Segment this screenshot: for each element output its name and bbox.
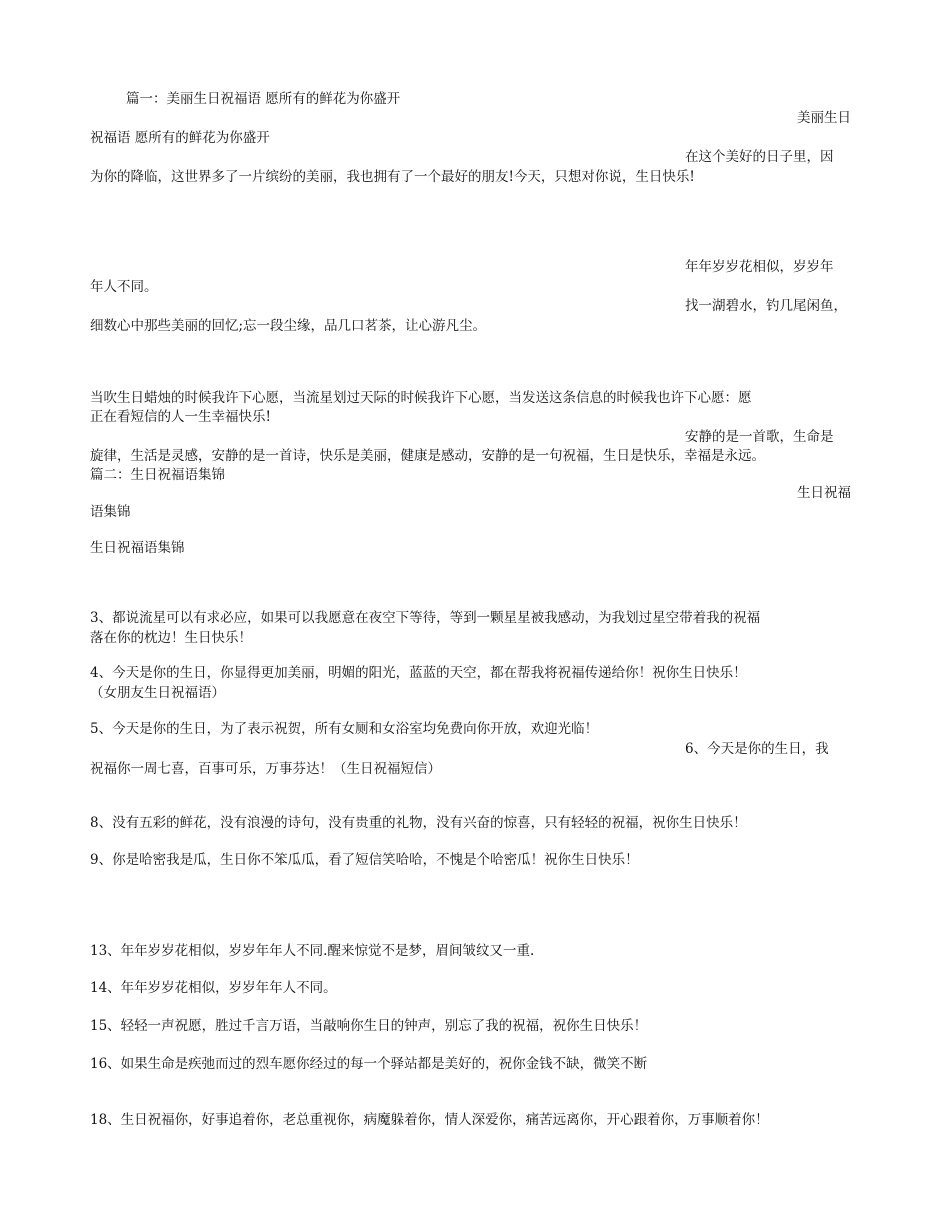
list-item: 18、生日祝福你，好事追着你，老总重视你，病魔躲着你，情人深爱你，痛苦远离你，开心跟着你，万事顺着你！ — [90, 1112, 769, 1128]
list-item: 4、今天是你的生日，你显得更加美丽，明媚的阳光，蓝蓝的天空，都在帮我将祝福传递给你！祝你生日快乐！ — [90, 665, 747, 681]
list-item: 16、如果生命是疾弛而过的烈车愿你经过的每一个驿站都是美好的，祝你金钱不缺，微笑不断 — [90, 1056, 648, 1072]
list-item: 15、轻轻一声祝愿，胜过千言万语，当敲响你生日的钟声，别忘了我的祝福，祝你生日快乐！ — [90, 1018, 648, 1034]
list-item: 13、年年岁岁花相似，岁岁年年人不同.醒来惊觉不是梦，眉间皱纹又一重. — [90, 943, 535, 959]
section-one-heading: 篇一：美丽生日祝福语 愿所有的鲜花为你盛开 — [126, 91, 401, 107]
list-item: 6、今天是你的生日，我 — [685, 741, 829, 757]
subtitle: 生日祝福语集锦 — [90, 540, 185, 556]
text-line: 祝福语 愿所有的鲜花为你盛开 — [90, 130, 270, 146]
list-item: 8、没有五彩的鲜花，没有浪漫的诗句，没有贵重的礼物，没有兴奋的惊喜，只有轻轻的祝福，祝你生日快乐！ — [90, 815, 747, 831]
text-line: 语集锦 — [90, 504, 131, 520]
text-line: 当吹生日蜡烛的时候我许下心愿，当流星划过天际的时候我许下心愿，当发送这条信息的时候我也许下心愿：愿 — [90, 390, 752, 406]
text-line: 安静的是一首歌，生命是 — [685, 429, 834, 445]
list-item: 9、你是哈密我是瓜，生日你不笨瓜瓜，看了短信笑哈哈，不愧是个哈密瓜！祝你生日快乐！ — [90, 852, 639, 868]
text-line: 年年岁岁花相似，岁岁年 — [685, 259, 834, 275]
list-item: 14、年年岁岁花相似，岁岁年年人不同。 — [90, 980, 337, 996]
text-line: 生日祝福 — [797, 485, 851, 501]
list-item-continuation: （女朋友生日祝福语） — [90, 685, 225, 701]
text-line: 年人不同。 — [90, 279, 158, 295]
text-line: 旋律，生活是灵感，安静的是一首诗，快乐是美丽，健康是感动，安静的是一句祝福，生日是快乐，幸福是永远。 — [90, 448, 765, 464]
text-line: 美丽生日 — [797, 110, 851, 126]
text-line: 找一湖碧水，钓几尾闲鱼， — [685, 298, 847, 314]
list-item-continuation: 落在你的枕边！生日快乐！ — [90, 630, 252, 646]
list-item: 5、今天是你的生日，为了表示祝贺，所有女厕和女浴室均免费向你开放，欢迎光临！ — [90, 721, 599, 737]
text-line: 为你的降临，这世界多了一片缤纷的美丽，我也拥有了一个最好的朋友!今天，只想对你说，生日快乐! — [90, 169, 695, 185]
list-item-continuation: 祝福你一周七喜，百事可乐，万事芬达！（生日祝福短信） — [90, 761, 441, 777]
text-line: 正在看短信的人一生幸福快乐! — [90, 409, 271, 425]
section-two-heading: 篇二：生日祝福语集锦 — [90, 467, 225, 483]
text-line: 细数心中那些美丽的回忆;忘一段尘缘，品几口茗茶，让心游凡尘。 — [90, 318, 487, 334]
text-line: 在这个美好的日子里，因 — [685, 149, 834, 165]
list-item: 3、都说流星可以有求必应，如果可以我愿意在夜空下等待，等到一颗星星被我感动，为我划过星空带着我的祝福 — [90, 610, 761, 626]
